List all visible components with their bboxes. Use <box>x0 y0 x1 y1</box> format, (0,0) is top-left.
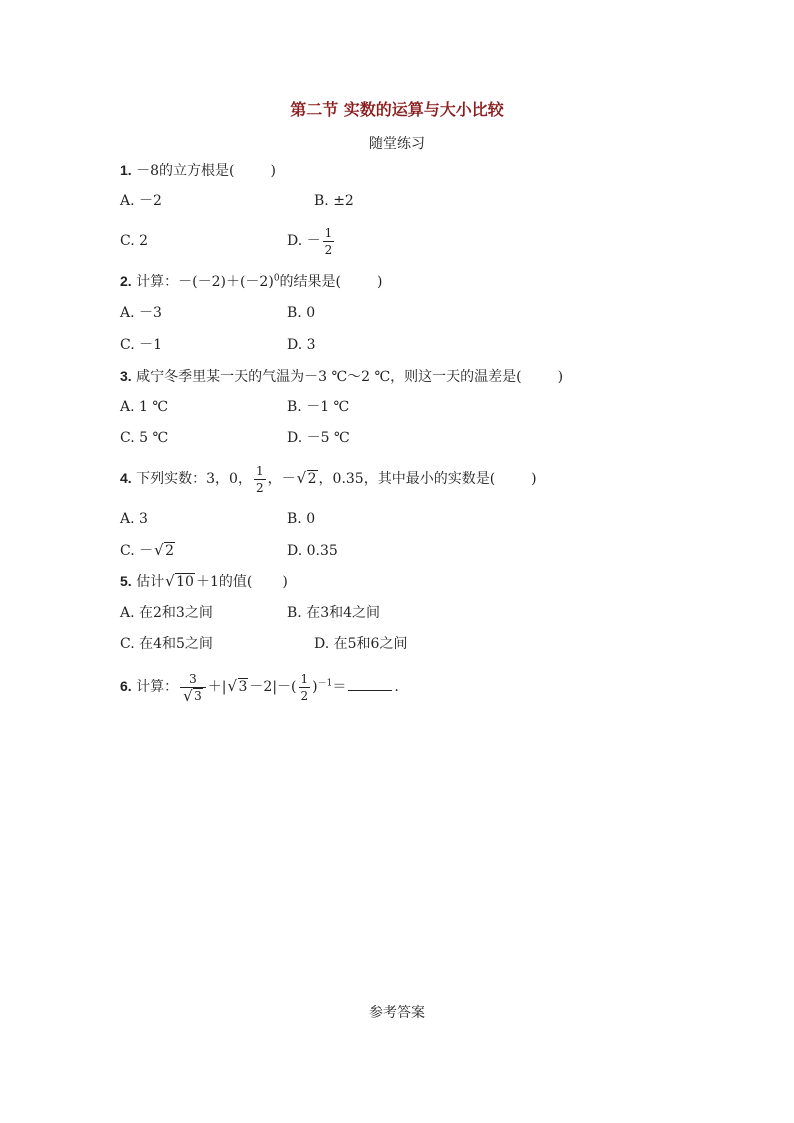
question-1-option-d <box>287 221 336 261</box>
square-root <box>228 665 249 709</box>
fraction-denominator <box>180 688 206 702</box>
question-2-stem <box>120 271 382 292</box>
question-2-close: ) <box>377 274 383 290</box>
radicand: 3 <box>238 679 248 695</box>
fraction-denominator: 2 <box>255 480 264 495</box>
section-subtitle: 随堂练习 <box>369 136 425 152</box>
question-2-option-b: B. 0 <box>287 305 316 321</box>
question-4-option-d: D. 0.35 <box>287 543 338 559</box>
option-d-prefix: D. － <box>287 233 321 249</box>
fraction <box>299 673 311 702</box>
question-5-text: 估计 <box>136 574 165 590</box>
question-5-close: ) <box>282 574 288 590</box>
radicand: 10 <box>176 574 194 590</box>
square-root <box>183 690 203 702</box>
radicand: 3 <box>194 688 202 703</box>
question-3-close: ) <box>557 369 564 385</box>
page-title: 第二节 实数的运算与大小比较 <box>290 100 504 119</box>
question-3-option-a: A. 1 ℃ <box>120 399 169 415</box>
question-1-text: －8的立方根是( <box>136 163 235 179</box>
question-3-number: 3. <box>120 368 132 384</box>
question-1-close: ) <box>270 163 276 179</box>
question-6-text-d: ) <box>312 679 318 695</box>
fraction-numerator: 1 <box>324 225 333 240</box>
question-3-text: 咸宁冬季里某一天的气温为－3 ℃～2 ℃，则这一天的温差是( <box>136 369 522 385</box>
question-1-option-c: C. 2 <box>120 233 149 249</box>
question-3-option-d: D. －5 ℃ <box>287 430 350 446</box>
square-root <box>165 572 195 592</box>
question-1-option-b: B. ±2 <box>314 193 354 209</box>
question-6-text-b: ＋| <box>207 679 227 695</box>
fraction-numerator: 1 <box>255 463 264 478</box>
question-4-option-a: A. 3 <box>120 511 148 527</box>
square-root <box>154 541 175 561</box>
question-4-text: 下列实数：3，0， <box>136 471 252 487</box>
option-c-prefix: C. － <box>120 543 154 559</box>
question-2-text: 计算：－(－2)＋(－2) <box>136 274 274 290</box>
question-5-option-b: B. 在3和4之间 <box>287 605 381 621</box>
question-3-stem <box>120 366 563 387</box>
fraction-denominator: 2 <box>324 242 333 257</box>
question-6-end: . <box>394 679 399 695</box>
question-6-text-e: ＝ <box>332 679 347 695</box>
question-6-text: 计算： <box>136 679 179 695</box>
fraction-numerator: 1 <box>300 671 309 686</box>
question-1-option-a: A. －2 <box>120 193 162 209</box>
radicand: 2 <box>165 543 175 559</box>
question-6-number: 6. <box>120 678 132 694</box>
fraction-denominator: 2 <box>300 688 309 703</box>
fraction <box>180 673 206 702</box>
question-5-option-d: D. 在5和6之间 <box>314 636 408 652</box>
question-2-option-a: A. －3 <box>120 305 162 321</box>
question-1-stem <box>120 160 276 181</box>
question-3-option-b: B. －1 ℃ <box>287 399 350 415</box>
question-2-text-end: 的结果是( <box>279 274 342 290</box>
fraction <box>323 227 335 256</box>
question-5-number: 5. <box>120 573 132 589</box>
question-4-option-c <box>120 541 176 561</box>
answer-blank <box>348 676 392 691</box>
question-3-option-c: C. 5 ℃ <box>120 430 169 446</box>
question-6-text-c: －2|－( <box>249 679 297 695</box>
question-6-stem <box>120 664 399 709</box>
exponent: －1 <box>317 678 333 689</box>
fraction-numerator: 3 <box>180 673 206 688</box>
answer-key-heading: 参考答案 <box>369 1005 425 1021</box>
radicand: 2 <box>307 471 317 487</box>
fraction <box>254 465 266 494</box>
question-5-text-end: ＋1的值( <box>195 574 253 590</box>
question-4-close: ) <box>531 471 537 487</box>
question-2-number: 2. <box>120 273 132 289</box>
square-root <box>297 459 318 499</box>
question-4-number: 4. <box>120 470 132 486</box>
question-5-option-a: A. 在2和3之间 <box>120 605 213 621</box>
question-2-option-c: C. －1 <box>120 337 163 353</box>
question-1-number: 1. <box>120 162 132 178</box>
question-4-text-mid: ，－ <box>267 471 296 487</box>
exponent: 0 <box>273 273 280 284</box>
question-4-stem <box>120 458 537 499</box>
question-4-option-b: B. 0 <box>287 511 316 527</box>
question-4-text-end: ，0.35，其中最小的实数是( <box>318 471 496 487</box>
question-5-stem <box>120 571 288 592</box>
question-2-option-d: D. 3 <box>287 337 316 353</box>
question-5-option-c: C. 在4和5之间 <box>120 636 213 652</box>
